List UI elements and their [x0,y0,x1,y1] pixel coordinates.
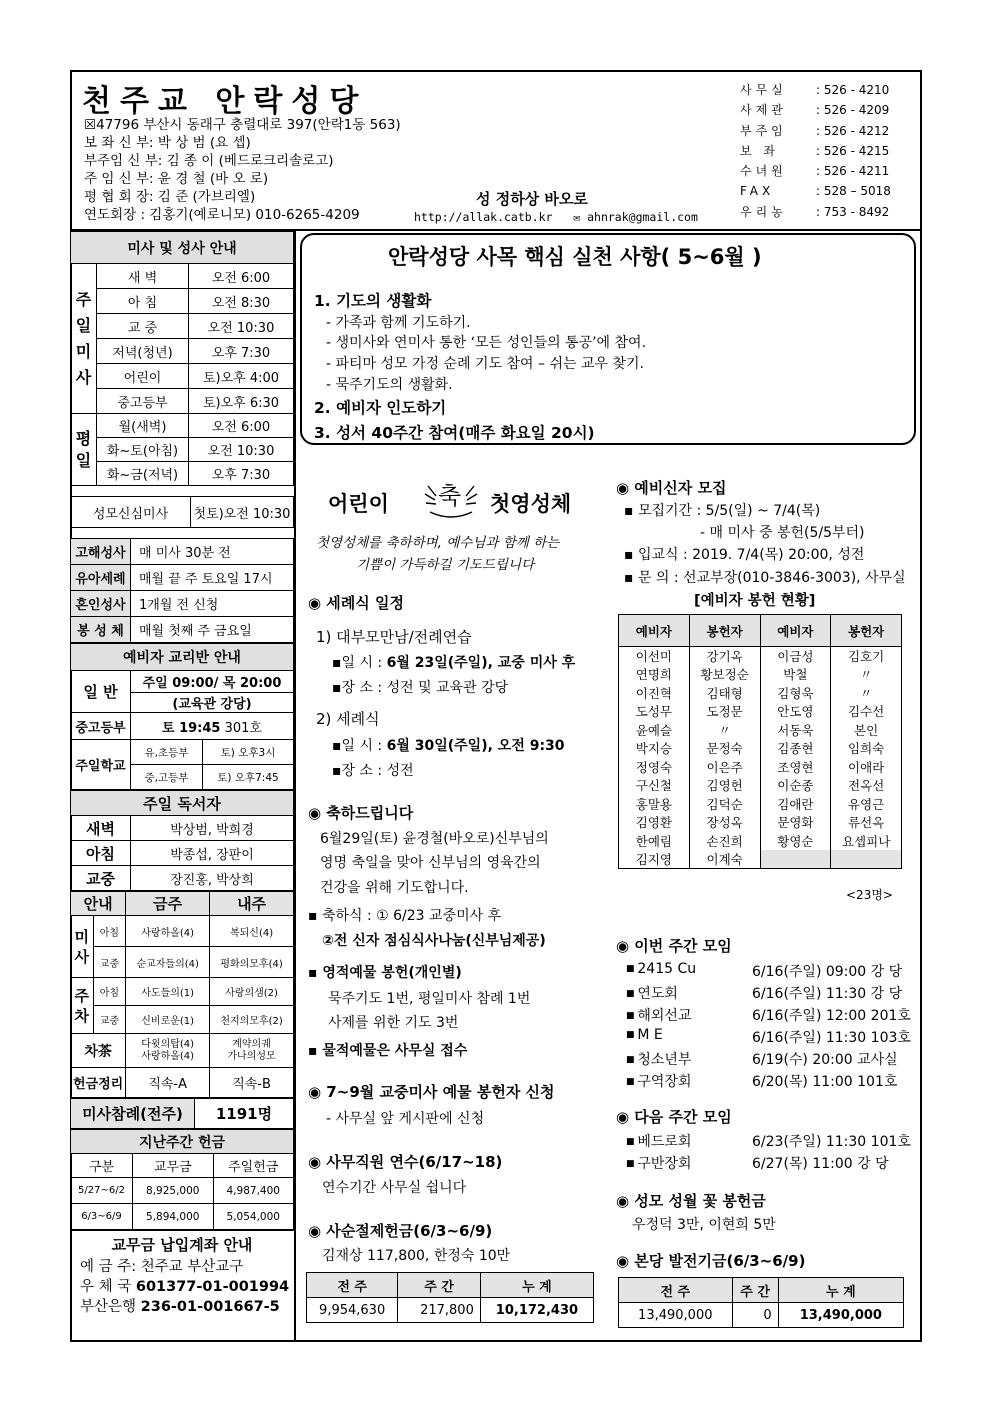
banner-heading: 1. 기도의 생활화 [314,292,432,310]
info-line: 부주임 신 부: 김 종 이 (베드로크리솔로고) [84,153,334,169]
tea-this-week: 사랑하올(4) [141,1050,195,1062]
pastoral-priorities-box [300,233,916,445]
sponsor-name: 전옥선 [831,776,902,795]
sacrament-desc: 1개월 전 신청 [131,591,294,617]
sponsor-name: 유영근 [831,795,902,814]
bullet-icon: ■ [626,1030,638,1040]
parish-info [84,116,401,224]
reader-mass: 아침 [71,841,131,866]
sponsor-name: 김수선 [831,702,902,721]
mass-name: 성모신심미사 [71,497,191,528]
flower-offering-line: 우정덕 3만, 이현희 5만 [632,1217,776,1233]
duty-this-week: 순교자들의(4) [126,947,210,978]
lent-line: 김재상 117,800, 한정숙 10만 [322,1248,511,1264]
catechumen-name: 연명희 [619,665,690,684]
offering-sunday: 5,054,000 [213,1204,294,1230]
catechumen-name: 도성무 [619,702,690,721]
bullet-icon: ■ [626,989,638,999]
mass-name: 월(새벽) [97,414,189,438]
offering-header: 주일헌금 [213,1154,294,1178]
staff-training-title: ◉ 사무직원 연수(6/17~18) [308,1153,503,1171]
catechumen-name: 김형욱 [760,684,831,703]
catechumen-name: 김애란 [760,795,831,814]
congrats-line: ②전 신자 점심식사나눔(신부님제공) [322,933,546,949]
phone-row: 우리농 : 753 - 8492 [740,204,890,219]
duty-time: 아침 [93,978,126,1006]
catechumen-name: 박철 [760,665,831,684]
mass-time: 토)오후 4:00 [189,364,294,389]
sponsor-name: 장성옥 [689,813,760,832]
banner-item: - 파티마 성모 가정 순례 기도 참여 – 쉬는 교우 찾기. [326,356,644,372]
sponsor-name: 이애라 [831,758,902,777]
youth-room: 301호 [224,720,262,736]
sponsor-name: 본인 [831,721,902,740]
baptism-date: 6월 30일(주일), 오전 9:30 [386,738,565,754]
offering-title: 지난주간 헌금 [71,1130,294,1154]
bullet-icon: ■ [626,1011,638,1021]
table-row [619,776,902,795]
sunday-label: 주 일 미 사 [71,264,97,414]
phone-list [740,80,891,222]
sponsor-name: 김덕순 [689,795,760,814]
youth-time: 토 19:45 [162,720,221,736]
reader-mass: 새벽 [71,816,131,841]
meeting-name: ■ 2415 Cu [626,961,697,977]
recruit-count: <23명> [846,888,893,902]
offering-header: 구분 [71,1154,133,1178]
meeting-detail: 6/16(주일) 11:30 강 당 [752,986,903,1002]
school-group: 유,초등부 [131,740,203,765]
phone-row: 보 좌 : 526 - 4215 [740,143,890,158]
address-line: ☒47796 부산시 동래구 충렬대로 397(안락1동 563) [84,117,401,133]
baptism-date: 6월 23일(주일), 교중 미사 후 [386,655,576,671]
mass-time: 오전 6:00 [189,264,294,289]
duty-time: 아침 [93,916,126,947]
general-time: 주일 09:00/ 목 20:00 [131,671,294,693]
baptism-step: 1) 대부모만남/전례연습 [316,628,472,646]
table-row [619,721,902,740]
banner-heading: 2. 예비자 인도하기 [314,399,447,417]
meeting-detail: 6/23(주일) 11:30 101호 [752,1134,911,1150]
meeting-name: ■ 연도회 [626,986,678,1002]
mass-time: 첫토)오전 10:30 [191,497,294,528]
catechumen-name: 정영숙 [619,758,690,777]
mass-time: 오전 10:30 [189,438,294,462]
school-label: 주일학교 [71,740,131,790]
meeting-detail: 6/16(주일) 09:00 강 당 [752,964,903,980]
table-row [619,684,902,703]
sponsor-name: 김태형 [689,684,760,703]
bullet-icon: ■ [626,1077,638,1087]
tea-next-week: 계약의궤 [232,1038,271,1050]
sponsor-name: 황보정순 [689,665,760,684]
mass-name: 중고등부 [97,389,189,414]
sponsor-name: 도정문 [689,702,760,721]
catechumen-name: 김영환 [619,813,690,832]
catechumen-name: 이금성 [760,647,831,666]
catechumen-name: 한예림 [619,832,690,851]
mass-name: 어린이 [97,364,189,389]
meeting-detail: 6/16(주일) 11:30 103호 [752,1030,911,1046]
catechumen-name: 안도영 [760,702,831,721]
communion-title-left: 어린이 [328,492,389,516]
meeting-detail: 6/20(목) 11:00 101호 [752,1074,898,1090]
meeting-detail: 6/16(주일) 12:00 201호 [752,1008,911,1024]
phone-row: 사제관 : 526 - 4209 [740,103,890,118]
sponsor-name: 임희숙 [831,739,902,758]
left-column [70,231,296,1342]
catechumen-name: 홍말용 [619,795,690,814]
offering-header: 교무금 [133,1154,214,1178]
table-row [619,739,902,758]
table-row [619,665,902,684]
patron-saint: 성 정하상 바오로 [476,190,588,208]
banner-item: - 가족과 함께 기도하기. [326,315,471,331]
website-link[interactable]: http://allak.catb.kr [414,210,553,224]
reader-names: 장진홍, 박상희 [131,866,294,891]
mass-name: 화~토(아침) [97,438,189,462]
mass-time: 오전 10:30 [189,314,294,339]
congrats-line: ▪ 축하식 : ① 6/23 교중미사 후 [308,908,502,924]
flower-offering-title: ◉ 성모 성월 꽃 봉헌금 [616,1192,766,1210]
catechumen-name: 서동욱 [760,721,831,740]
next-week-meetings-title: ◉ 다음 주간 모임 [616,1108,732,1126]
phone-row: 부주임 : 526 - 4212 [740,123,890,138]
duty-time: 교중 [93,947,126,978]
sponsor-name: 손진희 [689,832,760,851]
catechumen-class-title: 예비자 교리반 안내 [71,644,294,671]
mass-name: 저녁(청년) [97,339,189,364]
catechumen-name: 황영순 [760,832,831,851]
info-line: 주 임 신 부: 윤 경 철 (바 오 로) [84,171,269,187]
mass-time: 오전 6:00 [189,414,294,438]
catechumen-name [760,850,831,869]
development-fund-table: 전 주 주 간 누 계 13,490,000 0 13,490,000 [618,1277,904,1328]
meeting-name: ■ 청소년부 [626,1052,692,1068]
duty-header: 안내 [71,892,126,916]
meeting-name: ■ 구반장회 [626,1156,692,1172]
mass-time: 오후 7:30 [189,462,294,486]
sacrament-desc: 매 미사 30분 전 [131,539,294,565]
catechumen-name: 이진혁 [619,684,690,703]
baptism-place: ▪장 소 : 성전 및 교육관 강당 [332,680,509,696]
duty-time: 교중 [93,1006,126,1034]
sponsor-name: 이계숙 [689,850,760,869]
weekday-label: 평 일 [71,414,97,486]
baptism-step: 2) 세례식 [316,710,380,728]
header [70,70,922,231]
catechumen-sponsor-table: 예비자 봉헌자 예비자 봉헌자 이선미 강기옥 이금성 김호기 연명희 황보정순 박철 〃 이진혁 김태형 김형욱 〃 도성무 도정문 안도영 김수선 윤예슬 〃 서동욱 본인 박지승 문정숙 김종현 임희숙 정영숙 이은주 조영현 이애라 구신철 김영헌 이순종 전옥선 홍말용 김덕순 김애란 유영근 김영환 장성옥 문영화 류선옥 한예림 손진희 황영순 요셉피나 김지영 이계숙 [618,614,902,869]
sacrament-name: 유아세례 [71,565,131,591]
sponsor-name: 김영헌 [689,776,760,795]
sponsor-name: 강기옥 [689,647,760,666]
info-line: 평 협 회 장: 김 준 (가브리엘) [84,189,256,205]
account-line: 부산은행 236-01-001667-5 [80,1299,280,1315]
sponsor-name: 류선옥 [831,813,902,832]
sponsor-name: 요셉피나 [831,832,902,851]
catechumen-name: 조영현 [760,758,831,777]
catechumen-name: 김지영 [619,850,690,869]
offertory-line: - 사무실 앞 게시판에 신청 [326,1111,485,1127]
account-info [70,1230,294,1317]
congrats-line: 건강을 위해 기도합니다. [320,880,469,896]
catechumen-name: 이순종 [760,776,831,795]
table-row [619,813,902,832]
attendance-value: 1191명 [195,1099,294,1129]
page-title: 천주교 안락성당 [82,84,368,119]
duty-mass-label: 미 사 [71,916,94,978]
mass-time: 토)오후 6:30 [189,389,294,414]
offering-period: 5/27~6/2 [71,1178,133,1204]
school-time: 토) 오후3시 [203,740,294,765]
banner-item: - 생미사와 연미사 통한 ‘모든 성인들의 통공’에 참여. [326,335,647,351]
phone-row: 수녀원 : 526 - 4211 [740,164,890,179]
duty-header: 내주 [210,892,294,916]
sponsor-name: 〃 [831,665,902,684]
congrats-line: 묵주기도 1번, 평일미사 참례 1번 [328,991,531,1007]
meeting-name: ■ 해외선교 [626,1008,692,1024]
recruit-title: ◉ 예비신자 모집 [616,479,727,497]
catechumen-name: 박지승 [619,739,690,758]
phone-row: FAX : 528 – 5018 [740,184,891,199]
duty-header: 금주 [126,892,210,916]
meeting-detail: 6/19(수) 20:00 교사실 [752,1052,898,1068]
sacrament-name: 고해성사 [71,539,131,565]
account-title: 교무금 납입계좌 안내 [111,1236,253,1254]
recruit-line: ▪ 입교식 : 2019. 7/4(목) 20:00, 성전 [624,547,865,563]
mass-time: 오후 7:30 [189,339,294,364]
celebration-emblem-icon: 축 [420,472,482,520]
youth-label: 중고등부 [71,713,131,740]
baptism-title: ◉ 세례식 일정 [308,594,404,612]
congrats-line: 사제를 위한 기도 3번 [328,1015,459,1031]
lent-title: ◉ 사순절제헌금(6/3~6/9) [308,1222,493,1240]
info-line: 보 좌 신 부: 박 상 범 (요 셉) [84,135,251,151]
communion-subtitle: 첫영성체를 축하하며, 예수님과 함께 하는 [316,535,560,551]
bullet-icon: ■ [626,964,638,974]
duty-this-week: 신비로운(1) [126,1006,210,1034]
staff-training-line: 연수기간 사무실 쉽니다 [322,1180,467,1196]
communion-subtitle: 기쁨이 가득하길 기도드립니다 [356,557,535,573]
table-row [619,647,902,666]
meeting-name: ■ 베드로회 [626,1134,692,1150]
bullet-icon: ■ [626,1055,638,1065]
sponsor-name: 이은주 [689,758,760,777]
recruit-line: - 매 미사 중 봉헌(5/5부터) [700,525,865,541]
communion-title-right: 첫영성체 [490,492,572,516]
table-row [619,758,902,777]
mass-schedule-title: 미사 및 성사 안내 [71,232,294,264]
sacrament-name: 봉 성 체 [71,617,131,643]
duty-next-week: 복되신(4) [210,916,294,947]
duty-tea-label: 차茶 [71,1034,126,1068]
tea-this-week: 다윗의탑(4) [141,1038,195,1050]
recruit-table-title: [예비자 봉헌 현황] [694,593,816,609]
mass-schedule [70,231,294,1317]
duty-next-week: 평화의모후(4) [210,947,294,978]
school-time: 토) 오후7:45 [203,765,294,790]
phone-row: 사무실 : 526 - 4210 [740,83,890,97]
banner-title: 안락성당 사목 핵심 실천 사항( 5~6월 ) [388,245,762,269]
lent-table: 전 주 주 간 누 계 9,954,630 217,800 10,172,430 [306,1272,594,1323]
reader-names: 박종섭, 장판이 [131,841,294,866]
catechumen-name: 윤예슬 [619,721,690,740]
congrats-title: ◉ 축하드립니다 [308,804,414,822]
table-row [619,795,902,814]
development-fund-title: ◉ 본당 발전기금(6/3~6/9) [616,1252,806,1270]
mass-name: 화~금(저녁) [97,462,189,486]
table-row [619,702,902,721]
sacrament-desc: 매월 끝 주 토요일 17시 [131,565,294,591]
recruit-line: ▪ 모집기간 : 5/5(일) ~ 7/4(목) [624,503,821,519]
offering-sunday: 4,987,400 [213,1178,294,1204]
mass-name: 아 침 [97,289,189,314]
attendance-label: 미사참례(전주) [71,1099,195,1129]
offertory-title: ◉ 7~9월 교중미사 예물 봉헌자 신청 [308,1083,555,1101]
duty-this-week: 사도들의(1) [126,978,210,1006]
sacrament-name: 혼인성사 [71,591,131,617]
sponsor-name: 문정숙 [689,739,760,758]
sponsor-name [831,850,902,869]
info-line: 연도회장 : 김홍기(예로니모) 010-6265-4209 [84,207,360,223]
account-line: 예 금 주: 천주교 부산교구 [80,1259,244,1275]
email-link[interactable]: ✉ ahnrak@gmail.com [573,210,698,224]
bullet-icon: ■ [626,1137,638,1147]
congrats-line: ▪ 영적예물 봉헌(개인별) [308,965,462,981]
catechumen-name: 김종현 [760,739,831,758]
general-place: (교육관 강당) [131,693,294,713]
meeting-detail: 6/27(목) 11:00 강 당 [752,1156,889,1172]
reader-names: 박상범, 박희경 [131,816,294,841]
sponsor-name: 〃 [831,684,902,703]
baptism-place: ▪장 소 : 성전 [332,763,414,779]
mass-name: 교 중 [97,314,189,339]
congrats-line: ▪ 물적예물은 사무실 접수 [308,1043,468,1059]
banner-item: - 묵주기도의 생활화. [326,377,453,393]
money-next-week: 직속-B [210,1068,294,1098]
table-row [619,850,902,869]
school-group: 중,고등부 [131,765,203,790]
this-week-meetings-title: ◉ 이번 주간 모임 [616,937,732,955]
sponsor-name: 〃 [689,721,760,740]
catechumen-name: 구신철 [619,776,690,795]
general-label: 일 반 [71,671,131,713]
catechumen-name: 문영화 [760,813,831,832]
tea-next-week: 가나의성모 [227,1050,276,1062]
meeting-name: ■ M E [626,1027,663,1043]
meeting-name: ■ 구역장회 [626,1074,692,1090]
readers-title: 주일 독서자 [71,791,294,816]
congrats-line: 영명 축일을 맞아 신부님의 영육간의 [320,855,541,871]
money-this-week: 직속-A [126,1068,210,1098]
sacrament-desc: 매월 첫째 주 금요일 [131,617,294,643]
bullet-icon: ■ [626,1159,638,1169]
duty-parking-label: 주 차 [71,978,94,1034]
table-row [619,832,902,851]
account-line: 우 체 국 601377-01-001994 [80,1279,290,1295]
duty-this-week: 사랑하올(4) [126,916,210,947]
mass-time: 오전 8:30 [189,289,294,314]
recruit-line: ▪ 문 의 : 선교부장(010-3846-3003), 사무실 [624,570,906,586]
duty-next-week: 천지의모후(2) [210,1006,294,1034]
offering-period: 6/3~6/9 [71,1204,133,1230]
mass-name: 새 벽 [97,264,189,289]
banner-heading: 3. 성서 40주간 참여(매주 화요일 20시) [314,424,595,442]
contact-links [414,210,698,224]
offering-tithe: 8,925,000 [133,1178,214,1204]
duty-money-label: 헌금정리 [71,1068,126,1098]
congrats-line: 6월29일(토) 윤경철(바오로)신부님의 [320,831,549,847]
duty-next-week: 사랑의샘(2) [210,978,294,1006]
sponsor-name: 김호기 [831,647,902,666]
catechumen-name: 이선미 [619,647,690,666]
reader-mass: 교중 [71,866,131,891]
offering-tithe: 5,894,000 [133,1204,214,1230]
